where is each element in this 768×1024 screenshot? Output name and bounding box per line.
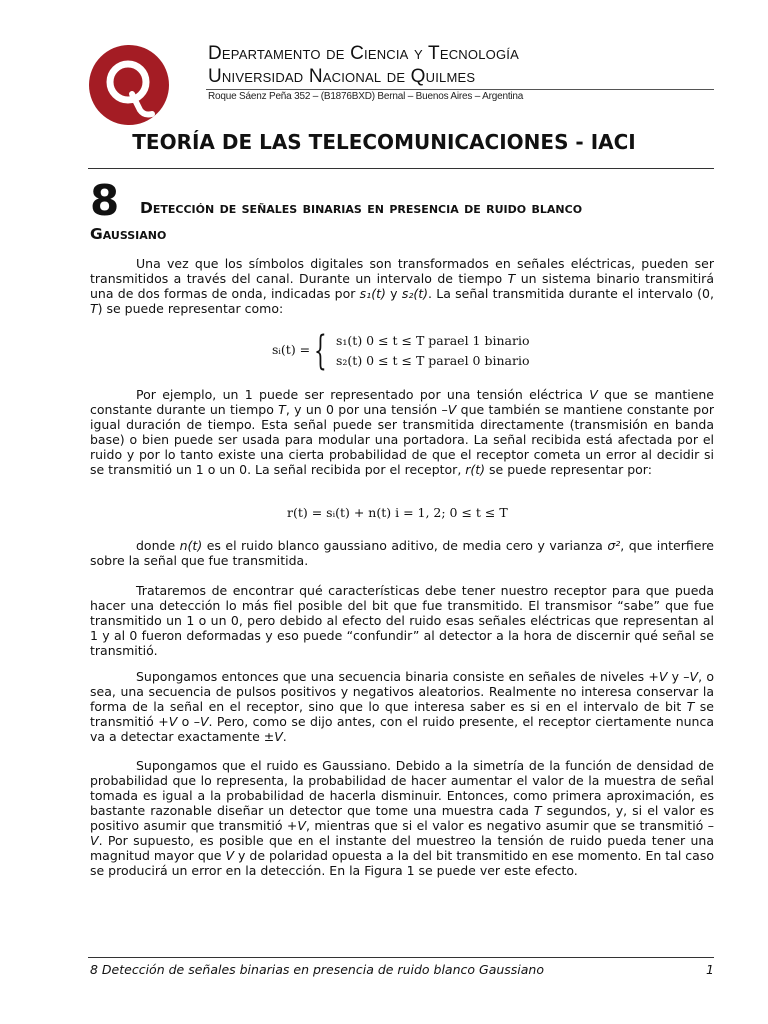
quilmes-q-logo-icon <box>88 44 170 126</box>
equation-1-lhs: sᵢ(t) = <box>272 342 311 357</box>
course-divider <box>88 168 714 169</box>
paragraph-5: Supongamos entonces que una secuencia binaria consiste en señales de niveles +V y –V, o sea, una secuencia de pulsos positivos y negativos aleatorios. Realmente no interesa conservar la forma de la señal en el receptor, sino que lo que interesa saber es si en el intervalo de bit T se transmitió +V o –V. Pero, como se dijo antes, con el ruido presente, el receptor ciertamente nunca va a detectar exactamente ±V. <box>90 669 714 744</box>
equation-2: r(t) = sᵢ(t) + n(t) i = 1, 2; 0 ≤ t ≤ T <box>287 505 508 520</box>
paragraph-2: Por ejemplo, un 1 puede ser representado por una tensión eléctrica V que se mantiene constante durante un tiempo T, y un 0 por una tensión –V que también se mantiene constante por igual duración de tiempo. Esta señal puede ser transmitida directamente (transmisión en banda base) o bien puede ser usada para modular una portadora. La señal recibida está afectada por el ruido y por lo tanto existe una cierta probabilidad de que el receptor cometa un error al decidir si se transmitió un 1 o un 0. La señal recibida por el receptor, r(t) se puede representar por: <box>90 387 715 477</box>
chapter-title-line2: Gaussiano <box>90 225 167 243</box>
university-name: Universidad Nacional de Quilmes <box>208 66 476 87</box>
page-number: 1 <box>706 962 714 977</box>
paragraph-1: Una vez que los símbolos digitales son transformados en señales eléctricas, pueden ser transmitidos a través del canal. Durante un intervalo de tiempo T un sistema binario transmitirá una de dos formas de onda, indicadas por s₁(t) y s₂(t). La señal transmitida durante el intervalo (0, T) se puede representar como: <box>90 256 714 316</box>
paragraph-3: donde n(t) es el ruido blanco gaussiano aditivo, de media cero y varianza σ², que interfiere sobre la señal que fue transmitida. <box>90 538 714 568</box>
paragraph-6: Supongamos que el ruido es Gaussiano. Debido a la simetría de la función de densidad de probabilidad que lo representa, la probabilidad de hacer aumentar el valor de la muestra de señal tomada es igual a la probabilidad de hacerla disminuir. Entonces, como primera aproximación, es bastante razonable diseñar un detector que tome una muestra cada T segundos, y, si el valor es positivo asumir que transmitió +V, mientras que si el valor es negativo asumir que se transmitió –V. Por supuesto, es posible que en el instante del muestreo la tensión de ruido pueda tener una magnitud mayor que V y de polaridad opuesta a la del bit transmitido en ese momento. En tal caso se producirá un error en la detección. En la Figura 1 se puede ver este efecto. <box>90 758 714 878</box>
paragraph-4: Trataremos de encontrar qué características debe tener nuestro receptor para que pueda hacer una detección lo más fiel posible del bit que fue transmitido. El transmisor “sabe” que fue transmitido un 1 o un 0, pero debido al efecto del ruido esas señales eléctricas que representan al 1 y al 0 fueron deformadas y eso puede “confundir” al detector a la hora de discernir qué señal se transmitió. <box>90 583 714 658</box>
university-address: Roque Sáenz Peña 352 – (B1876BXD) Bernal – Buenos Aires – Argentina <box>208 91 524 102</box>
equation-1-row1: s₁(t) 0 ≤ t ≤ T parael 1 binario <box>336 333 530 348</box>
footer-divider <box>88 957 714 958</box>
chapter-number: 8 <box>90 176 120 225</box>
equation-1-row2: s₂(t) 0 ≤ t ≤ T parael 0 binario <box>336 353 530 368</box>
footer-chapter-title: 8 Detección de señales binarias en presencia de ruido blanco Gaussiano <box>90 962 544 977</box>
equation-1-brace: { <box>314 328 327 374</box>
chapter-title-line1: Detección de señales binarias en presencia de ruido blanco <box>140 199 583 217</box>
header-divider <box>206 89 714 90</box>
course-title: TEORÍA DE LAS TELECOMUNICACIONES - IACI <box>132 130 636 154</box>
department-name: Departamento de Ciencia y Tecnología <box>208 43 519 64</box>
